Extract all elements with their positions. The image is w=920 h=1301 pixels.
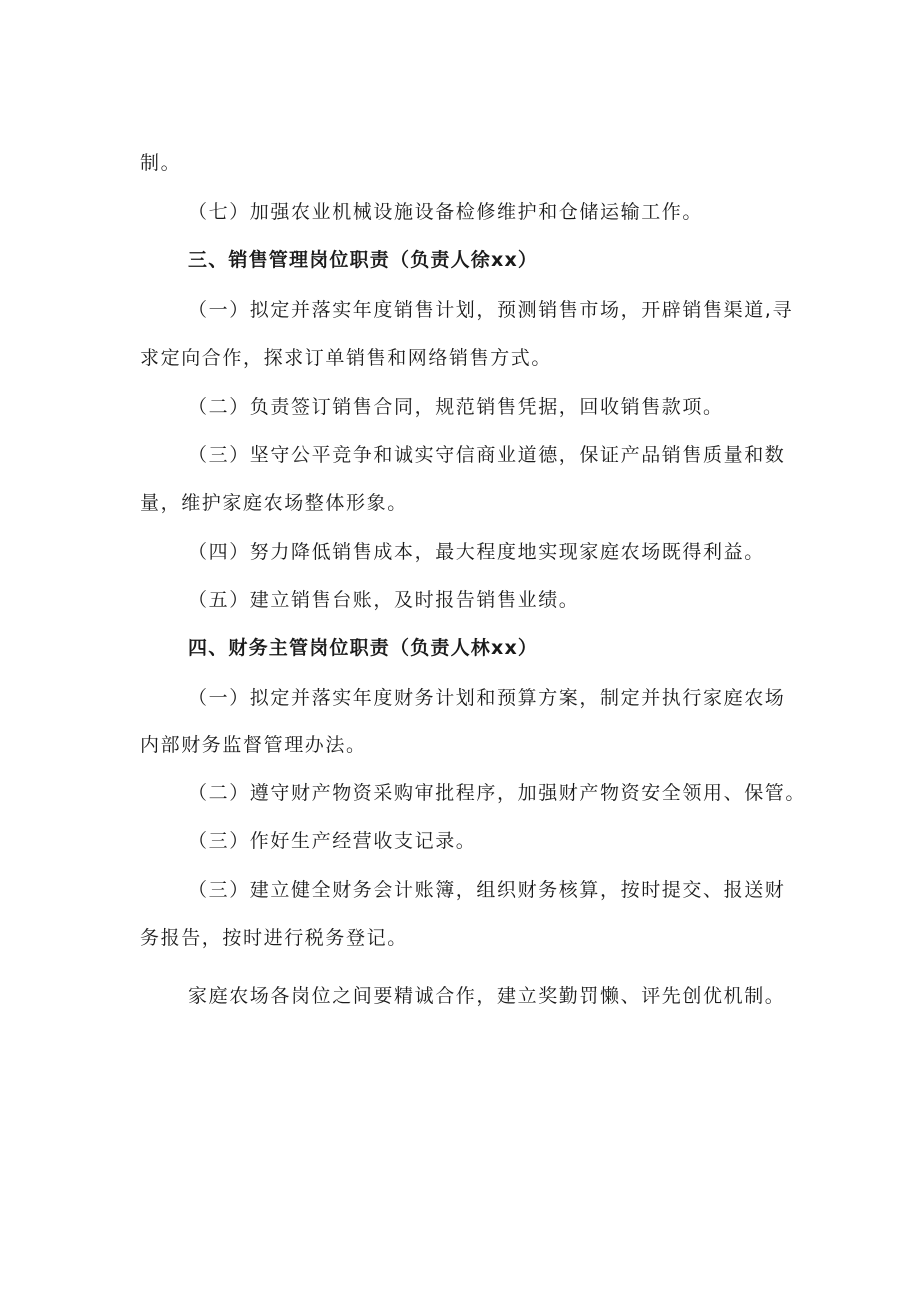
sales-item-1-line-1: （一）拟定并落实年度销售计划，预测销售市场，开辟销售渠道,寻 bbox=[188, 299, 794, 321]
finance-item-3: （三）作好生产经营收支记录。 bbox=[188, 830, 477, 852]
finance-item-1-line-2: 内部财务监督管理办法。 bbox=[140, 734, 367, 756]
sales-item-3-line-1: （三）坚守公平竞争和诚实守信商业道德，保证产品销售质量和数 bbox=[188, 444, 786, 466]
finance-item-2: （二）遵守财产物资采购审批程序，加强财产物资安全领用、保管。 bbox=[188, 782, 807, 804]
finance-item-4-line-1: （三）建立健全财务会计账簿，组织财务核算，按时提交、报送财 bbox=[188, 879, 786, 901]
paragraph-item-7: （七）加强农业机械设施设备检修维护和仓储运输工作。 bbox=[188, 201, 704, 223]
sales-item-1-line-2: 求定向合作，探求订单销售和网络销售方式。 bbox=[140, 347, 553, 369]
paragraph-continuation: 制。 bbox=[140, 152, 182, 174]
section-heading-sales: 三、销售管理岗位职责（负责人徐xx） bbox=[188, 249, 539, 271]
finance-item-4-line-2: 务报告，按时进行税务登记。 bbox=[140, 927, 408, 949]
sales-item-2: （二）负责签订销售合同，规范销售凭据，回收销售款项。 bbox=[188, 396, 724, 418]
sales-item-4: （四）努力降低销售成本，最大程度地实现家庭农场既得利益。 bbox=[188, 541, 765, 563]
finance-item-1-line-1: （一）拟定并落实年度财务计划和预算方案，制定并执行家庭农场 bbox=[188, 687, 786, 709]
section-heading-finance: 四、财务主管岗位职责（负责人林xx） bbox=[188, 637, 539, 659]
closing-paragraph: 家庭农场各岗位之间要精诚合作，建立奖勤罚懒、评先创优机制。 bbox=[188, 985, 786, 1007]
sales-item-3-line-2: 量，维护家庭农场整体形象。 bbox=[140, 492, 408, 514]
sales-item-5: （五）建立销售台账，及时报告销售业绩。 bbox=[188, 589, 580, 611]
